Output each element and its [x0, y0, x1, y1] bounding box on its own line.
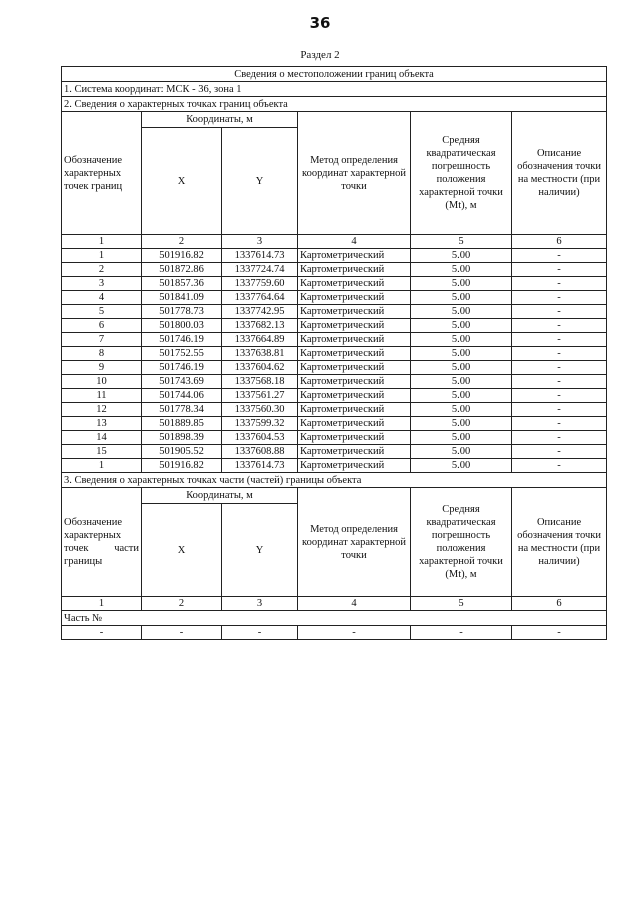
point-desc-cell: -	[512, 375, 607, 389]
point-mt-cell: 5.00	[411, 347, 512, 361]
part-empty-cell: -	[62, 626, 142, 640]
table-row	[62, 389, 607, 403]
table-row	[62, 361, 607, 375]
point-desc-cell: -	[512, 319, 607, 333]
point-id-cell: 3	[62, 277, 142, 291]
point-y-cell: 1337682.13	[222, 319, 298, 333]
point-x-cell: 501889.85	[142, 417, 222, 431]
point-id-cell: 1	[62, 249, 142, 263]
point-id-cell: 4	[62, 291, 142, 305]
column-number: 1	[62, 235, 142, 249]
boundary-table	[61, 66, 607, 640]
point-desc-cell: -	[512, 389, 607, 403]
point-method-cell: Картометрический	[298, 403, 411, 417]
table-row	[62, 375, 607, 389]
column-number: 3	[222, 235, 298, 249]
part-empty-cell: -	[222, 626, 298, 640]
part-empty-cell: -	[411, 626, 512, 640]
point-y-cell: 1337560.30	[222, 403, 298, 417]
point-y-cell: 1337561.27	[222, 389, 298, 403]
point-desc-cell: -	[512, 431, 607, 445]
point-y-cell: 1337604.62	[222, 361, 298, 375]
table-row	[62, 333, 607, 347]
point-mt-cell: 5.00	[411, 445, 512, 459]
point-id-cell: 13	[62, 417, 142, 431]
point-x-cell: 501743.69	[142, 375, 222, 389]
point-mt-cell: 5.00	[411, 249, 512, 263]
point-x-cell: 501746.19	[142, 361, 222, 375]
point-x-cell: 501857.36	[142, 277, 222, 291]
point-x-cell: 501778.73	[142, 305, 222, 319]
point-y-cell: 1337724.74	[222, 263, 298, 277]
point-desc-cell: -	[512, 403, 607, 417]
point-y-cell: 1337664.89	[222, 333, 298, 347]
part-header-x: X	[142, 504, 222, 597]
point-y-cell: 1337608.88	[222, 445, 298, 459]
point-y-cell: 1337638.81	[222, 347, 298, 361]
section-title: Раздел 2	[300, 49, 340, 61]
point-mt-cell: 5.00	[411, 361, 512, 375]
point-mt-cell: 5.00	[411, 291, 512, 305]
point-desc-cell: -	[512, 277, 607, 291]
table-row	[62, 319, 607, 333]
point-x-cell: 501905.52	[142, 445, 222, 459]
point-id-cell: 5	[62, 305, 142, 319]
point-desc-cell: -	[512, 249, 607, 263]
point-y-cell: 1337759.60	[222, 277, 298, 291]
point-desc-cell: -	[512, 445, 607, 459]
point-method-cell: Картометрический	[298, 375, 411, 389]
header-x: X	[142, 128, 222, 235]
header-point-label: Обозначение характерных точек границ	[62, 112, 142, 235]
part-header-method: Метод определения координат характерной точки	[298, 488, 411, 597]
point-x-cell: 501916.82	[142, 459, 222, 473]
point-x-cell: 501778.34	[142, 403, 222, 417]
table-row	[62, 249, 607, 263]
point-mt-cell: 5.00	[411, 319, 512, 333]
point-method-cell: Картометрический	[298, 305, 411, 319]
table-row	[62, 263, 607, 277]
point-method-cell: Картометрический	[298, 361, 411, 375]
point-mt-cell: 5.00	[411, 403, 512, 417]
point-mt-cell: 5.00	[411, 305, 512, 319]
table-row	[62, 305, 607, 319]
part-header-coords: Координаты, м	[142, 488, 298, 504]
point-y-cell: 1337614.73	[222, 249, 298, 263]
point-id-cell: 15	[62, 445, 142, 459]
point-x-cell: 501800.03	[142, 319, 222, 333]
part-header-point-label: Обозначение характерных точек части границы	[62, 488, 142, 597]
point-desc-cell: -	[512, 347, 607, 361]
point-id-cell: 10	[62, 375, 142, 389]
header-coords: Координаты, м	[142, 112, 298, 128]
part-column-number: 4	[298, 597, 411, 611]
table-row	[62, 403, 607, 417]
table-row	[62, 347, 607, 361]
table-row	[62, 291, 607, 305]
table-row	[62, 431, 607, 445]
column-number: 6	[512, 235, 607, 249]
point-method-cell: Картометрический	[298, 445, 411, 459]
point-method-cell: Картометрический	[298, 333, 411, 347]
part-header-description: Описание обозначения точки на местности (при наличии)	[512, 488, 607, 597]
part-label: Часть №	[62, 611, 607, 626]
point-desc-cell: -	[512, 417, 607, 431]
point-y-cell: 1337764.64	[222, 291, 298, 305]
point-x-cell: 501916.82	[142, 249, 222, 263]
point-method-cell: Картометрический	[298, 431, 411, 445]
coordinate-system: 1. Система координат: МСК - 36, зона 1	[62, 82, 607, 97]
point-method-cell: Картометрический	[298, 417, 411, 431]
point-x-cell: 501841.09	[142, 291, 222, 305]
table-row	[62, 459, 607, 473]
point-desc-cell: -	[512, 333, 607, 347]
column-number: 4	[298, 235, 411, 249]
point-x-cell: 501872.86	[142, 263, 222, 277]
points-section-title: 2. Сведения о характерных точках границ объекта	[62, 97, 607, 112]
point-desc-cell: -	[512, 305, 607, 319]
header-accuracy: Средняя квадратическая погрешность положения характерной точки (Mt), м	[411, 112, 512, 235]
point-id-cell: 2	[62, 263, 142, 277]
point-mt-cell: 5.00	[411, 417, 512, 431]
part-empty-cell: -	[298, 626, 411, 640]
point-id-cell: 12	[62, 403, 142, 417]
header-y: Y	[222, 128, 298, 235]
point-desc-cell: -	[512, 263, 607, 277]
point-desc-cell: -	[512, 291, 607, 305]
part-empty-row	[62, 626, 607, 640]
part-header-accuracy: Средняя квадратическая погрешность положения характерной точки (Mt), м	[411, 488, 512, 597]
part-column-numbers-row	[62, 597, 607, 611]
point-x-cell: 501746.19	[142, 333, 222, 347]
part-section-title: 3. Сведения о характерных точках части (частей) границы объекта	[62, 473, 607, 488]
point-y-cell: 1337742.95	[222, 305, 298, 319]
part-header-y: Y	[222, 504, 298, 597]
part-column-number: 1	[62, 597, 142, 611]
point-method-cell: Картометрический	[298, 389, 411, 403]
point-y-cell: 1337604.53	[222, 431, 298, 445]
point-desc-cell: -	[512, 459, 607, 473]
point-method-cell: Картометрический	[298, 277, 411, 291]
point-mt-cell: 5.00	[411, 459, 512, 473]
point-method-cell: Картометрический	[298, 459, 411, 473]
point-method-cell: Картометрический	[298, 263, 411, 277]
point-y-cell: 1337568.18	[222, 375, 298, 389]
point-x-cell: 501752.55	[142, 347, 222, 361]
part-empty-cell: -	[512, 626, 607, 640]
point-desc-cell: -	[512, 361, 607, 375]
header-method: Метод определения координат характерной точки	[298, 112, 411, 235]
point-x-cell: 501744.06	[142, 389, 222, 403]
part-column-number: 6	[512, 597, 607, 611]
part-column-number: 5	[411, 597, 512, 611]
point-id-cell: 1	[62, 459, 142, 473]
point-mt-cell: 5.00	[411, 431, 512, 445]
point-mt-cell: 5.00	[411, 333, 512, 347]
table-row	[62, 277, 607, 291]
point-method-cell: Картометрический	[298, 347, 411, 361]
header-description: Описание обозначения точки на местности (при наличии)	[512, 112, 607, 235]
point-y-cell: 1337614.73	[222, 459, 298, 473]
point-id-cell: 9	[62, 361, 142, 375]
column-numbers-row	[62, 235, 607, 249]
part-column-number: 3	[222, 597, 298, 611]
point-mt-cell: 5.00	[411, 389, 512, 403]
table-row	[62, 445, 607, 459]
point-method-cell: Картометрический	[298, 249, 411, 263]
point-method-cell: Картометрический	[298, 291, 411, 305]
point-id-cell: 11	[62, 389, 142, 403]
point-mt-cell: 5.00	[411, 375, 512, 389]
point-mt-cell: 5.00	[411, 277, 512, 291]
point-id-cell: 6	[62, 319, 142, 333]
point-id-cell: 7	[62, 333, 142, 347]
point-mt-cell: 5.00	[411, 263, 512, 277]
table-title: Сведения о местоположении границ объекта	[62, 67, 607, 82]
point-id-cell: 14	[62, 431, 142, 445]
point-method-cell: Картометрический	[298, 319, 411, 333]
part-column-number: 2	[142, 597, 222, 611]
part-empty-cell: -	[142, 626, 222, 640]
point-id-cell: 8	[62, 347, 142, 361]
point-y-cell: 1337599.32	[222, 417, 298, 431]
table-row	[62, 417, 607, 431]
column-number: 5	[411, 235, 512, 249]
page-number: 36	[309, 14, 331, 32]
column-number: 2	[142, 235, 222, 249]
point-x-cell: 501898.39	[142, 431, 222, 445]
